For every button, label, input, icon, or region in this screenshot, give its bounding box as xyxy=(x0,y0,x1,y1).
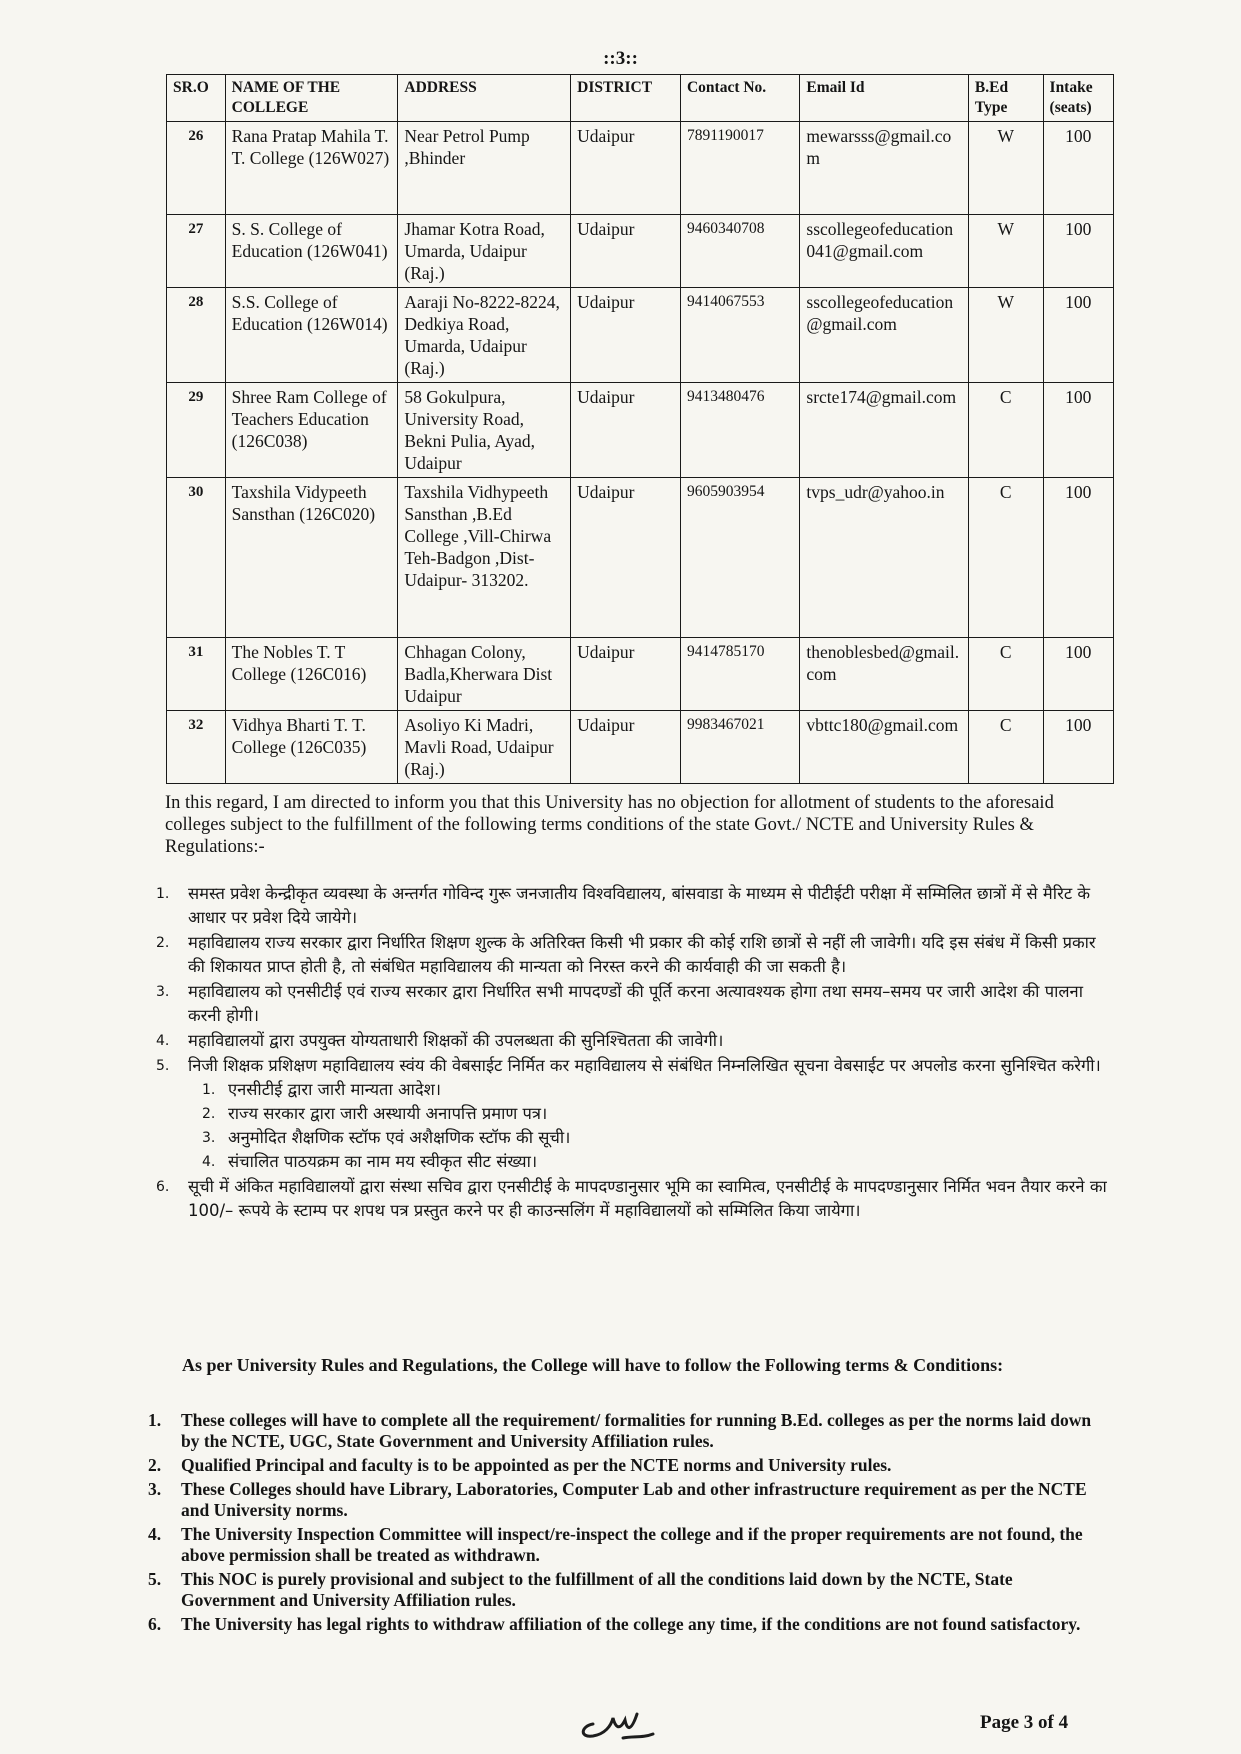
cell-district: Udaipur xyxy=(571,638,681,711)
cell-contact: 9414785170 xyxy=(680,638,799,711)
cell-name: Shree Ram College of Teachers Education (126C038) xyxy=(225,383,398,478)
cell-name: S. S. College of Education (126W041) xyxy=(225,215,398,288)
cell-intake: 100 xyxy=(1043,215,1113,288)
cell-contact: 9605903954 xyxy=(680,478,799,638)
cell-address: Near Petrol Pump ,Bhinder xyxy=(398,122,571,215)
cell-address: Taxshila Vidhypeeth Sansthan ,B.Ed College ,Vill-Chirwa Teh-Badgon ,Dist-Udaipur- 313202. xyxy=(398,478,571,638)
item-text: The University Inspection Committee will inspect/re-inspect the college and if the proper requirements are not found, the above permission shall be treated as withdrawn. xyxy=(181,1524,1083,1565)
table-row xyxy=(167,383,1114,478)
cell-email: vbttc180@gmail.com xyxy=(800,711,968,784)
cell-district: Udaipur xyxy=(571,711,681,784)
header-name: NAME OF THE COLLEGE xyxy=(225,75,398,122)
cell-intake: 100 xyxy=(1043,122,1113,215)
cell-type: C xyxy=(968,383,1043,478)
cell-name: Rana Pratap Mahila T. T. College (126W027) xyxy=(225,122,398,215)
table-row xyxy=(167,478,1114,638)
item-text: महाविद्यालयों द्वारा उपयुक्त योग्यताधारी शिक्षकों की उपलब्धता की सुनिश्चितता की जावेगी। xyxy=(188,1031,724,1050)
header-intake: Intake (seats) xyxy=(1043,75,1113,122)
item-number: 3. xyxy=(148,1479,162,1499)
cell-district: Udaipur xyxy=(571,383,681,478)
cell-type: W xyxy=(968,215,1043,288)
college-table xyxy=(166,74,1114,784)
cell-name: Taxshila Vidypeeth Sansthan (126C020) xyxy=(225,478,398,638)
item-number: 2. xyxy=(148,1455,162,1475)
list-item xyxy=(150,1029,1110,1053)
cell-type: C xyxy=(968,711,1043,784)
item-number: 5. xyxy=(148,1569,162,1589)
list-item xyxy=(150,980,1110,1028)
list-item xyxy=(150,882,1110,930)
page-marker: ::3:: xyxy=(603,48,638,69)
sub-item-text: एनसीटीई द्वारा जारी मान्यता आदेश। xyxy=(228,1080,442,1099)
cell-address: Aaraji No-8222-8224, Dedkiya Road, Umarda, Udaipur (Raj.) xyxy=(398,288,571,383)
sub-list xyxy=(188,1078,1110,1174)
terms-heading: As per University Rules and Regulations, the College will have to follow the Following terms & Conditions: xyxy=(182,1355,1004,1375)
cell-type: C xyxy=(968,478,1043,638)
header-address: ADDRESS xyxy=(398,75,571,122)
item-text: The University has legal rights to withdraw affiliation of the college any time, if the conditions are not found satisfactory. xyxy=(181,1614,1081,1634)
item-number: 4. xyxy=(148,1524,162,1544)
item-number: 2. xyxy=(156,935,170,951)
cell-intake: 100 xyxy=(1043,288,1113,383)
item-text: These Colleges should have Library, Laboratories, Computer Lab and other infrastructure requirement as per the NCTE and University norms. xyxy=(181,1479,1087,1520)
cell-sr: 30 xyxy=(167,478,226,638)
table-row xyxy=(167,288,1114,383)
cell-sr: 26 xyxy=(167,122,226,215)
list-item xyxy=(148,1479,1103,1521)
list-item xyxy=(150,931,1110,979)
item-number: 6. xyxy=(148,1614,162,1634)
cell-intake: 100 xyxy=(1043,638,1113,711)
item-text: महाविद्यालय राज्य सरकार द्वारा निर्धारित शिक्षण शुल्क के अतिरिक्त किसी भी प्रकार की कोई राशि छात्रों से नहीं ली जावेगी। यदि इस संबंध में किसी प्रकार की शिकायत प्राप्त होती है, तो संबंधित महाविद्यालय की मान्यता को निरस्त करने की कार्यवाही की जा सकती है। xyxy=(188,933,1096,976)
cell-name: The Nobles T. T College (126C016) xyxy=(225,638,398,711)
header-sr: SR.O xyxy=(167,75,226,122)
cell-district: Udaipur xyxy=(571,215,681,288)
cell-type: W xyxy=(968,288,1043,383)
list-item xyxy=(148,1455,1103,1476)
sub-list-item xyxy=(188,1102,1110,1126)
cell-address: Chhagan Colony, Badla,Kherwara Dist Udaipur xyxy=(398,638,571,711)
sub-item-text: अनुमोदित शैक्षणिक स्टॉफ एवं अशैक्षणिक स्टॉफ की सूची। xyxy=(228,1128,571,1147)
cell-email: sscollegeofeducation@gmail.com xyxy=(800,288,968,383)
header-contact: Contact No. xyxy=(680,75,799,122)
item-text: सूची में अंकित महाविद्यालयों द्वारा संस्था सचिव द्वारा एनसीटीई के मापदण्डानुसार भूमि का स्वामित्व, एनसीटीई के मापदण्डानुसार निर्मित भवन तैयार करने का 100/– रूपये के स्टाम्प पर शपथ पत्र प्रस्तुत करने पर ही काउन्सलिंग में महाविद्यालयों को सम्मिलित किया जायेगा। xyxy=(188,1177,1107,1220)
item-text: These colleges will have to complete all the requirement/ formalities for running B.Ed. colleges as per the norms laid down by the NCTE, UGC, State Government and University Affiliation rules. xyxy=(181,1410,1092,1451)
cell-sr: 27 xyxy=(167,215,226,288)
sub-item-number: 4. xyxy=(202,1154,216,1170)
item-number: 3. xyxy=(156,984,170,1000)
cell-type: W xyxy=(968,122,1043,215)
cell-email: tvps_udr@yahoo.in xyxy=(800,478,968,638)
list-item xyxy=(150,1054,1110,1174)
cell-contact: 9413480476 xyxy=(680,383,799,478)
table-row xyxy=(167,638,1114,711)
sub-item-text: राज्य सरकार द्वारा जारी अस्थायी अनापत्ति प्रमाण पत्र। xyxy=(228,1104,548,1123)
item-text: Qualified Principal and faculty is to be appointed as per the NCTE norms and University rules. xyxy=(181,1455,892,1475)
table-header-row xyxy=(167,75,1114,122)
cell-address: Asoliyo Ki Madri, Mavli Road, Udaipur (Raj.) xyxy=(398,711,571,784)
cell-district: Udaipur xyxy=(571,478,681,638)
intro-paragraph: In this regard, I am directed to inform you that this University has no objection for allotment of students to the aforesaid colleges subject to the fulfillment of the following terms conditions of the state Govt./ NCTE and University Rules & Regulations:- xyxy=(165,793,1054,857)
sub-list-item xyxy=(188,1126,1110,1150)
sub-item-number: 3. xyxy=(202,1130,216,1146)
cell-intake: 100 xyxy=(1043,711,1113,784)
list-item xyxy=(148,1524,1103,1566)
signature-mark xyxy=(575,1696,665,1744)
sub-item-text: संचालित पाठयक्रम का नाम मय स्वीकृत सीट संख्या। xyxy=(228,1152,538,1171)
cell-address: Jhamar Kotra Road, Umarda, Udaipur (Raj.) xyxy=(398,215,571,288)
sub-item-number: 2. xyxy=(202,1106,216,1122)
item-number: 6. xyxy=(156,1179,170,1195)
cell-sr: 28 xyxy=(167,288,226,383)
cell-sr: 31 xyxy=(167,638,226,711)
cell-contact: 9983467021 xyxy=(680,711,799,784)
cell-contact: 7891190017 xyxy=(680,122,799,215)
cell-district: Udaipur xyxy=(571,288,681,383)
item-text: समस्त प्रवेश केन्द्रीकृत व्यवस्था के अन्तर्गत गोविन्द गुरू जनजातीय विश्वविद्यालय, बांसवाडा के माध्यम से पीटीईटी परीक्षा में सम्मिलित छात्रों में से मैरिट के आधार पर प्रवेश दिये जायेगे। xyxy=(188,884,1091,927)
cell-intake: 100 xyxy=(1043,478,1113,638)
item-text: निजी शिक्षक प्रशिक्षण महाविद्यालय स्वंय की वेबसाईट निर्मित कर महाविद्यालय से संबंधित निम्नलिखित सूचना वेबसाईट पर अपलोड करना सुनिश्चित करेगी। xyxy=(188,1056,1101,1075)
item-text: This NOC is purely provisional and subject to the fulfillment of all the conditions laid down by the NCTE, State Government and University Affiliation rules. xyxy=(181,1569,1013,1610)
table-row xyxy=(167,122,1114,215)
cell-name: Vidhya Bharti T. T. College (126C035) xyxy=(225,711,398,784)
table-row xyxy=(167,215,1114,288)
terms-list xyxy=(148,1410,1103,1638)
list-item xyxy=(150,1175,1110,1223)
header-type: B.Ed Type xyxy=(968,75,1043,122)
page-footer: Page 3 of 4 xyxy=(980,1712,1069,1733)
sub-list-item xyxy=(188,1150,1110,1174)
cell-address: 58 Gokulpura, University Road, Bekni Pulia, Ayad, Udaipur xyxy=(398,383,571,478)
cell-email: thenoblesbed@gmail.com xyxy=(800,638,968,711)
cell-contact: 9460340708 xyxy=(680,215,799,288)
cell-intake: 100 xyxy=(1043,383,1113,478)
item-number: 5. xyxy=(156,1058,170,1074)
table-row xyxy=(167,711,1114,784)
cell-sr: 32 xyxy=(167,711,226,784)
item-number: 1. xyxy=(156,886,170,902)
cell-email: srcte174@gmail.com xyxy=(800,383,968,478)
sub-list-item xyxy=(188,1078,1110,1102)
cell-email: mewarsss@gmail.com xyxy=(800,122,968,215)
cell-district: Udaipur xyxy=(571,122,681,215)
list-item xyxy=(148,1614,1103,1635)
item-number: 1. xyxy=(148,1410,162,1430)
item-text: महाविद्यालय को एनसीटीई एवं राज्य सरकार द्वारा निर्धारित सभी मापदण्डों की पूर्ति करना अत्यावश्यक होगा तथा समय–समय पर जारी आदेश की पालना करनी होगी। xyxy=(188,982,1083,1025)
header-email: Email Id xyxy=(800,75,968,122)
cell-type: C xyxy=(968,638,1043,711)
item-number: 4. xyxy=(156,1033,170,1049)
list-item xyxy=(148,1410,1103,1452)
cell-email: sscollegeofeducation041@gmail.com xyxy=(800,215,968,288)
header-district: DISTRICT xyxy=(571,75,681,122)
hindi-conditions-list xyxy=(150,882,1110,1224)
list-item xyxy=(148,1569,1103,1611)
cell-name: S.S. College of Education (126W014) xyxy=(225,288,398,383)
cell-sr: 29 xyxy=(167,383,226,478)
sub-item-number: 1. xyxy=(202,1082,216,1098)
cell-contact: 9414067553 xyxy=(680,288,799,383)
